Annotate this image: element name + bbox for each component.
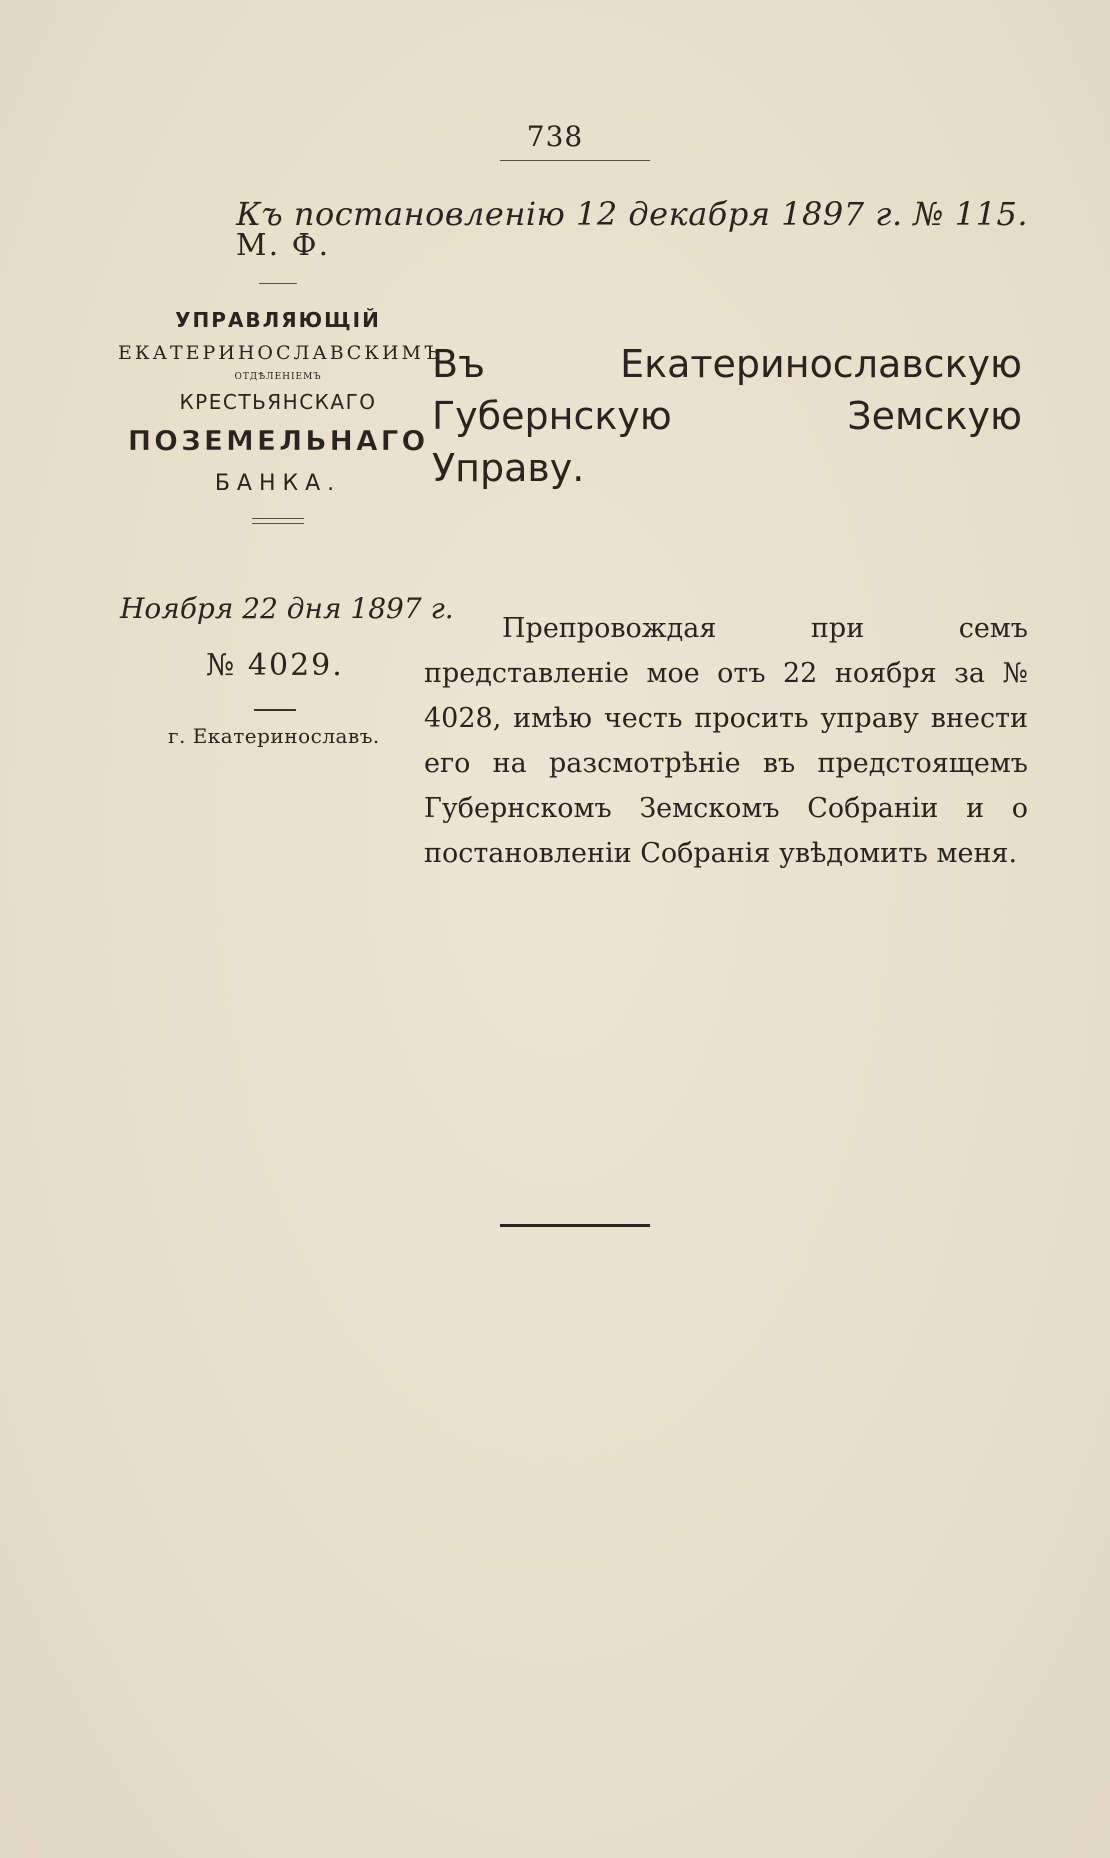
sender-bank-word: БАНКА. (214, 471, 342, 496)
bottom-rule (500, 1224, 650, 1227)
sender-double-rule (252, 518, 304, 524)
letter-date: Ноября 22 дня 1897 г. (120, 592, 454, 625)
sender-bank-type: КРЕСТЬЯНСКАГО (179, 390, 377, 414)
reference-line: Къ постановленію 12 декабря 1897 г. № 115. (236, 195, 1028, 233)
letter-number: № 4029. (206, 648, 344, 683)
top-rule (500, 160, 650, 161)
sender-bank-name: ПОЗЕМЕЛЬНАГО (127, 424, 429, 457)
sender-block (118, 228, 443, 528)
number-rule (254, 709, 296, 711)
letter-body: Препровождая при семъ представленіе мое отъ 22 ноября за № 4028, имѣю честь просить управу внести его на разсмотрѣніе въ предстоящемъ Губернскомъ Земскомъ Собраніи и о постановленіи Собранія увѣдомить меня. (424, 613, 1028, 869)
sender-department-label: ОТДѢЛЕНІЕМЪ (234, 372, 322, 382)
page-number: 738 (526, 120, 584, 153)
sender-title: УПРАВЛЯЮЩІЙ (175, 308, 381, 332)
letter-city: г. Екатеринославъ. (168, 724, 380, 748)
addressee-heading: Въ Екатеринославскую Губернскую Земскую Управу. (432, 342, 1022, 490)
sender-department-region: ЕКАТЕРИНОСЛАВСКИМЪ (118, 342, 443, 364)
sender-initials: М. Ф. (235, 228, 331, 263)
sender-divider (259, 283, 297, 284)
